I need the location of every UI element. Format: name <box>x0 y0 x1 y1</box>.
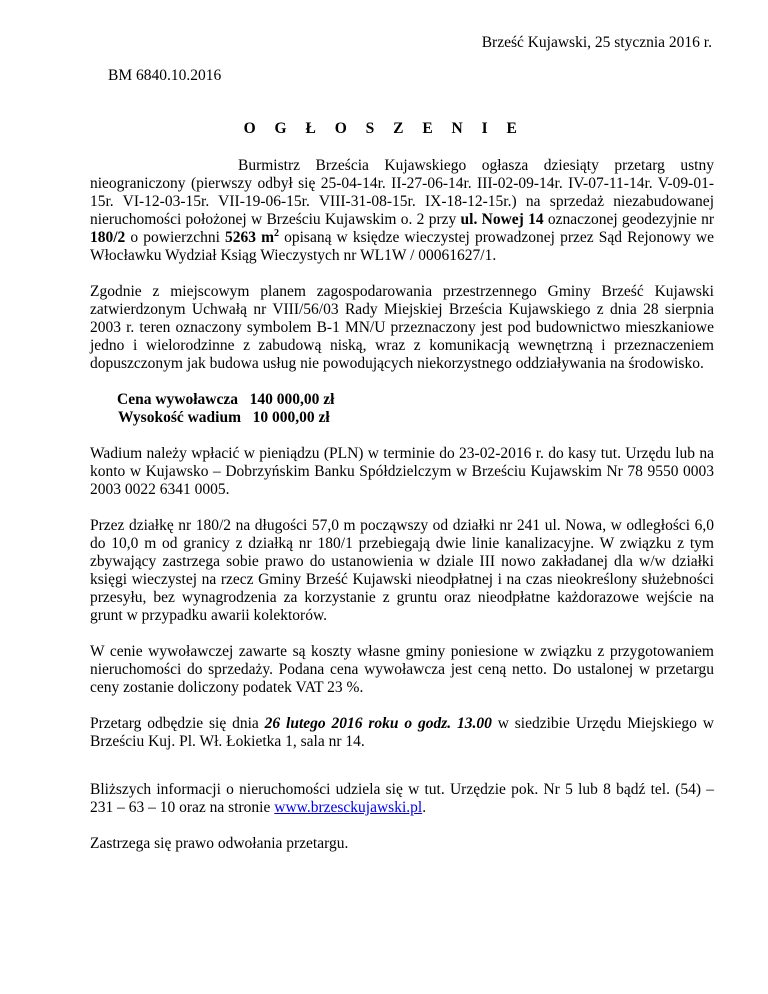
zoning-paragraph: Zgodnie z miejscowym planem zagospodarowania przestrzennego Gminy Brześć Kujawski zatwierdzonym Uchwałą nr VIII/56/03 Rady Miejskiej Brześcia Kujawskiego z dnia 28 sierpnia 2003 r. teren oznaczony symbolem B-1 MN/U przeznaczony jest pod budownictwo mieszkaniowe jedno i wielorodzinne z zabudową niską, wraz z komunikacją wewnętrzną i przeznaczeniem dopuszczonym jak budowa usług nie powodujących niekorzystnego oddziaływania na środowisko. <box>90 283 714 372</box>
price-block <box>117 391 714 427</box>
cancellation-paragraph: Zastrzega się prawo odwołania przetargu. <box>90 835 349 852</box>
intro-text-c: o powierzchni <box>125 229 225 246</box>
document-body <box>90 157 714 853</box>
auction-text-b: w siedzibie Urzędu Miejskiego w Brześciu Kuj. Pl. Wł. Łokietka 1, sala nr 14. <box>90 715 714 750</box>
intro-text-a: Burmistrz Brześcia Kujawskiego ogłasza dziesiąty przetarg ustny nieograniczony (pierwszy odbył się 25-04-14r. II-27-06-14r. III-02-09-14r. IV-07-11-14r. V-09-01-15r. VI-12-03-15r. VII-19-06-15r. VIII-31-08-15r. IX-18-12-15r.) na sprzedaż niezabudowanej nieruchomości położonej w Brześciu Kujawskim o. 2 przy <box>90 157 714 228</box>
plot-area <box>225 229 279 246</box>
plot-area-exponent: 2 <box>274 227 279 239</box>
starting-price-label: Cena wywoławcza <box>117 391 238 408</box>
deposit-label: Wysokość wadium <box>118 409 242 426</box>
costs-paragraph: W cenie wywoławczej zawarte są koszty własne gminy poniesione w związku z przygotowaniem nieruchomości do sprzedaży. Podana cena wywoławcza jest ceną netto. Do ustalonej w przetargu ceny zostanie doliczony podatek VAT 23 %. <box>90 643 714 696</box>
auction-datetime: 26 lutego 2016 roku o godz. 13.00 <box>264 715 492 732</box>
deposit-paragraph: Wadium należy wpłacić w pieniądzu (PLN) w terminie do 23-02-2016 r. do kasy tut. Urzędu lub na konto w Kujawsko – Dobrzyńskim Banku Spółdzielczym w Brześciu Kujawskim Nr 78 9550 0003 2003 0022 6341 0005. <box>90 445 714 498</box>
deposit-row <box>118 409 714 427</box>
intro-paragraph <box>90 157 714 265</box>
intro-text-b: oznaczonej geodezyjnie nr <box>543 211 715 228</box>
website-link[interactable]: www.brzesckujawski.pl <box>274 799 423 816</box>
plot-area-value: 5263 m <box>224 229 274 246</box>
reference-number: BM 6840.10.2016 <box>108 67 222 84</box>
contact-text-a: Bliższych informacji o nieruchomości udziela się w tut. Urzędzie pok. Nr 5 lub 8 bądź tel. (54) – 231 – 63 – 10 oraz na stronie <box>90 781 714 816</box>
starting-price-row <box>117 391 714 409</box>
intro-text-d: opisaną w księdze wieczystej prowadzonej przez Sąd Rejonowy we Włocławku Wydział Ksiąg Wieczystych nr WL1W / 00061627/1. <box>90 229 714 264</box>
plot-number: 180/2 <box>90 229 126 246</box>
document-title: O G Ł O S Z E N I E <box>243 120 525 137</box>
starting-price-value: 140 000,00 zł <box>249 391 335 408</box>
deposit-value: 10 000,00 zł <box>252 409 330 426</box>
place-date: Brześć Kujawski, 25 stycznia 2016 r. <box>481 34 712 51</box>
street-address: ul. Nowej 14 <box>460 211 544 228</box>
auction-text-a: Przetarg odbędzie się dnia <box>90 715 265 732</box>
auction-date-paragraph <box>90 715 714 751</box>
easement-paragraph: Przez działkę nr 180/2 na długości 57,0 m począwszy od działki nr 241 ul. Nowa, w odległości 6,0 do 10,0 m od granicy z działką nr 180/1 przebiegają dwie linie kanalizacyjne. W związku z tym zbywający zastrzega sobie prawo do ustanowienia w dziale III nowo zakładanej dla w/w działki księgi wieczystej na rzecz Gminy Brześć Kujawski nieodpłatnej i na czas nieokreślony służebności przesyłu, bez wynagrodzenia za korzystanie z gruntu oraz nieodpłatne każdorazowe wejście na grunt w przypadku awarii kolektorów. <box>90 517 714 624</box>
contact-text-b: . <box>422 799 427 816</box>
contact-paragraph <box>90 781 714 817</box>
